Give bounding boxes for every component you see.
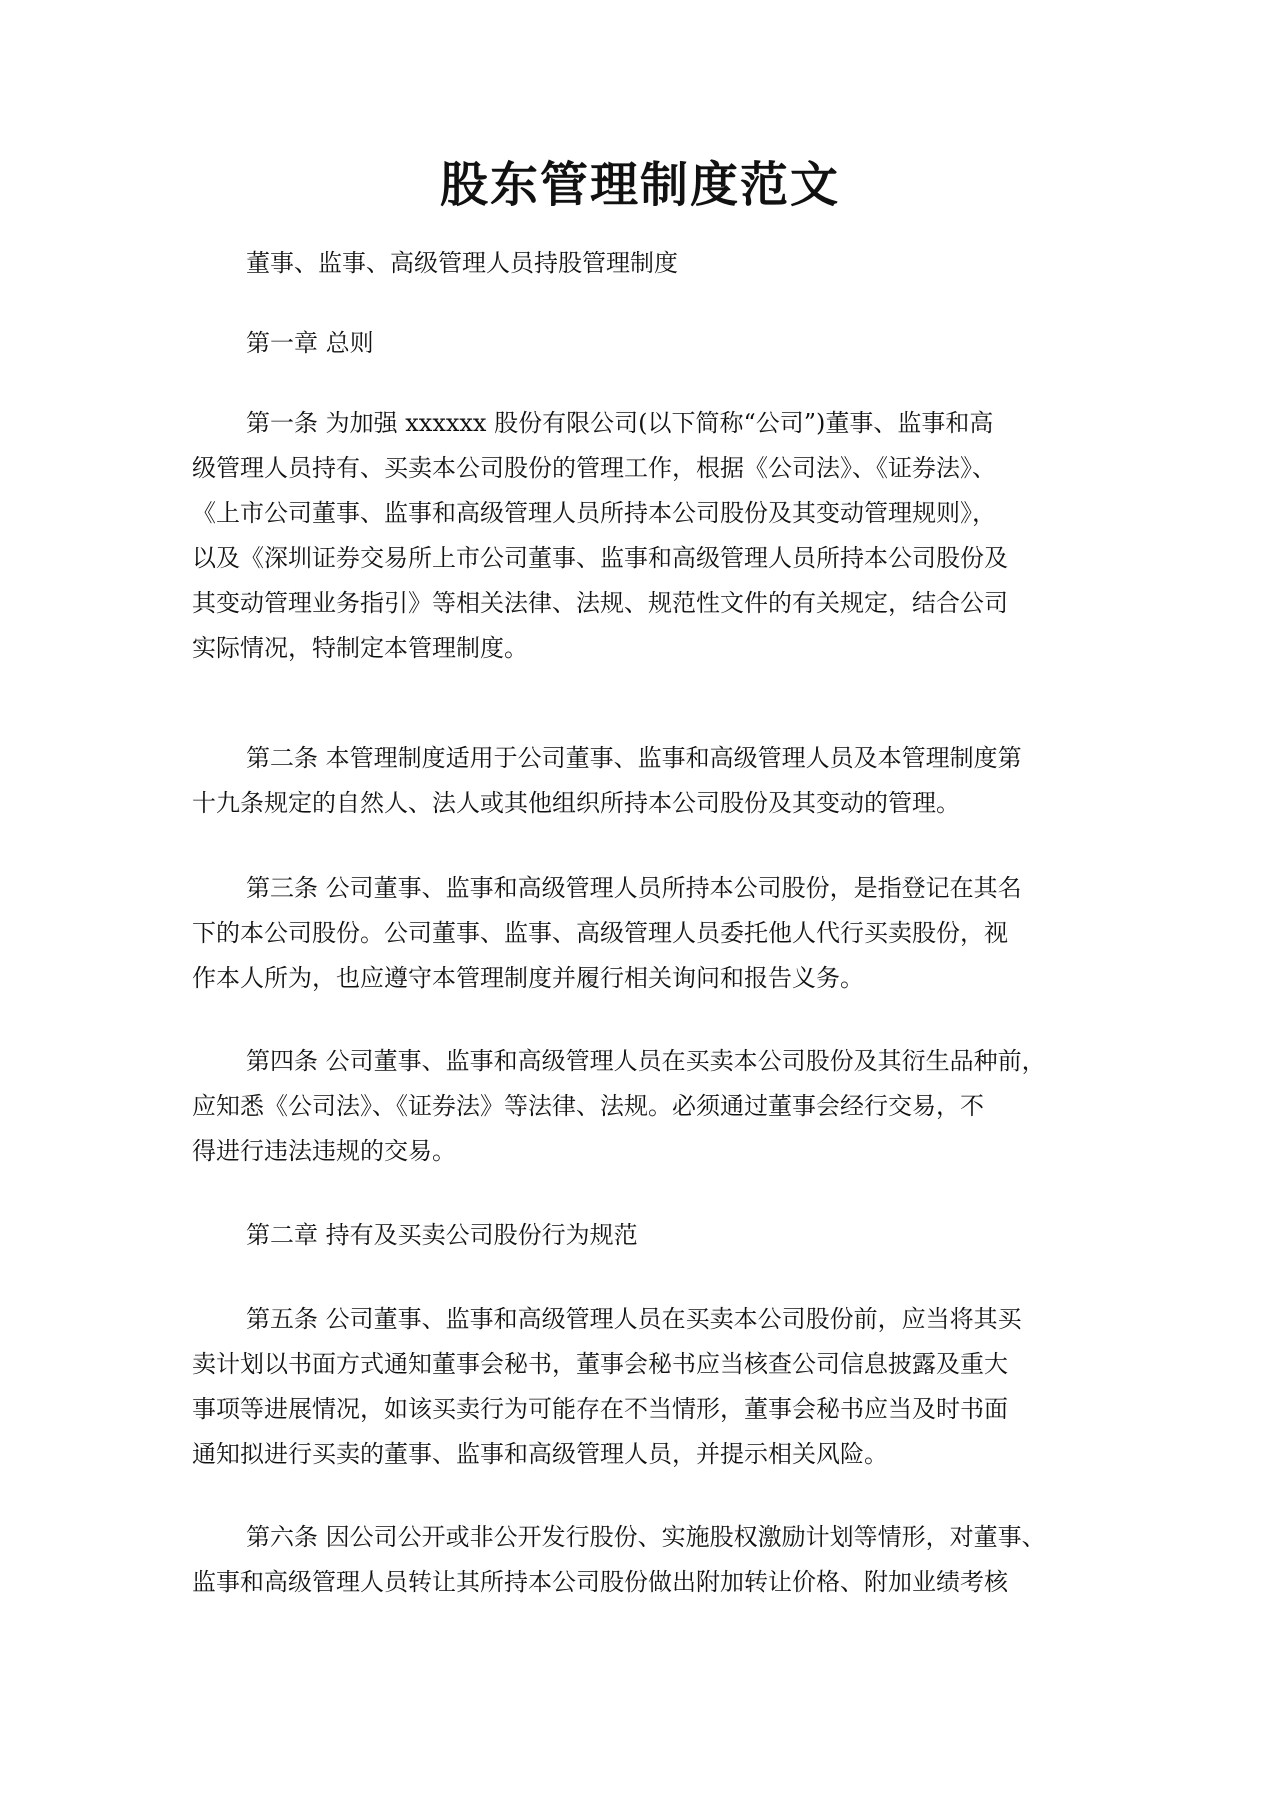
paragraph-line: 事项等进展情况，如该买卖行为可能存在不当情形，董事会秘书应当及时书面: [192, 1395, 1008, 1423]
article-4-paragraph: [192, 1039, 1112, 1174]
paragraph-line: 第二条 本管理制度适用于公司董事、监事和高级管理人员及本管理制度第: [246, 744, 1022, 772]
paragraph-line: 监事和高级管理人员转让其所持本公司股份做出附加转让价格、附加业绩考核: [192, 1568, 1008, 1596]
paragraph-line: 卖计划以书面方式通知董事会秘书，董事会秘书应当核查公司信息披露及重大: [192, 1350, 1008, 1378]
article-2-paragraph: [192, 736, 1112, 826]
paragraph-line: 其变动管理业务指引》等相关法律、法规、规范性文件的有关规定，结合公司: [192, 589, 1008, 617]
subtitle-paragraph: [192, 241, 1112, 286]
paragraph-line: 第一章 总则: [246, 329, 374, 357]
article-3-paragraph: [192, 866, 1112, 1001]
document-title: 股东管理制度范文: [439, 157, 840, 213]
paragraph-line: 第二章 持有及买卖公司股份行为规范: [246, 1221, 638, 1249]
paragraph-line: 通知拟进行买卖的董事、监事和高级管理人员，并提示相关风险。: [192, 1440, 888, 1468]
paragraph-line: 第六条 因公司公开或非公开发行股份、实施股权激励计划等情形，对董事、: [246, 1523, 1046, 1551]
article-1-paragraph: [192, 401, 1112, 671]
paragraph-line: 《上市公司董事、监事和高级管理人员所持本公司股份及其变动管理规则》，: [192, 499, 996, 527]
paragraph-line: 以及《深圳证券交易所上市公司董事、监事和高级管理人员所持本公司股份及: [192, 544, 1008, 572]
paragraph-line: 实际情况，特制定本管理制度。: [192, 634, 528, 662]
paragraph-line: 第三条 公司董事、监事和高级管理人员所持本公司股份，是指登记在其名: [246, 874, 1022, 902]
article-5-paragraph: [192, 1297, 1112, 1477]
paragraph-line: 第四条 公司董事、监事和高级管理人员在买卖本公司股份及其衍生品种前，: [246, 1047, 1046, 1075]
paragraph-line: 第一条 为加强 xxxxxx 股份有限公司(以下简称“公司”)董事、监事和高: [246, 409, 994, 437]
paragraph-line: 级管理人员持有、买卖本公司股份的管理工作，根据《公司法》、《证券法》、: [192, 454, 996, 482]
paragraph-line: 第五条 公司董事、监事和高级管理人员在买卖本公司股份前，应当将其买: [246, 1305, 1022, 1333]
paragraph-line: 下的本公司股份。公司董事、监事、高级管理人员委托他人代行买卖股份，视: [192, 919, 1008, 947]
paragraph-line: 作本人所为，也应遵守本管理制度并履行相关询问和报告义务。: [192, 964, 864, 992]
chapter-2-heading: [192, 1213, 1112, 1258]
paragraph-line: 十九条规定的自然人、法人或其他组织所持本公司股份及其变动的管理。: [192, 789, 960, 817]
paragraph-line: 应知悉《公司法》、《证券法》等法律、法规。必须通过董事会经行交易，不: [192, 1092, 984, 1120]
article-6-paragraph: [192, 1515, 1112, 1605]
chapter-1-heading: [192, 321, 1112, 366]
paragraph-line: 得进行违法违规的交易。: [192, 1137, 456, 1165]
paragraph-line: 董事、监事、高级管理人员持股管理制度: [246, 249, 678, 277]
